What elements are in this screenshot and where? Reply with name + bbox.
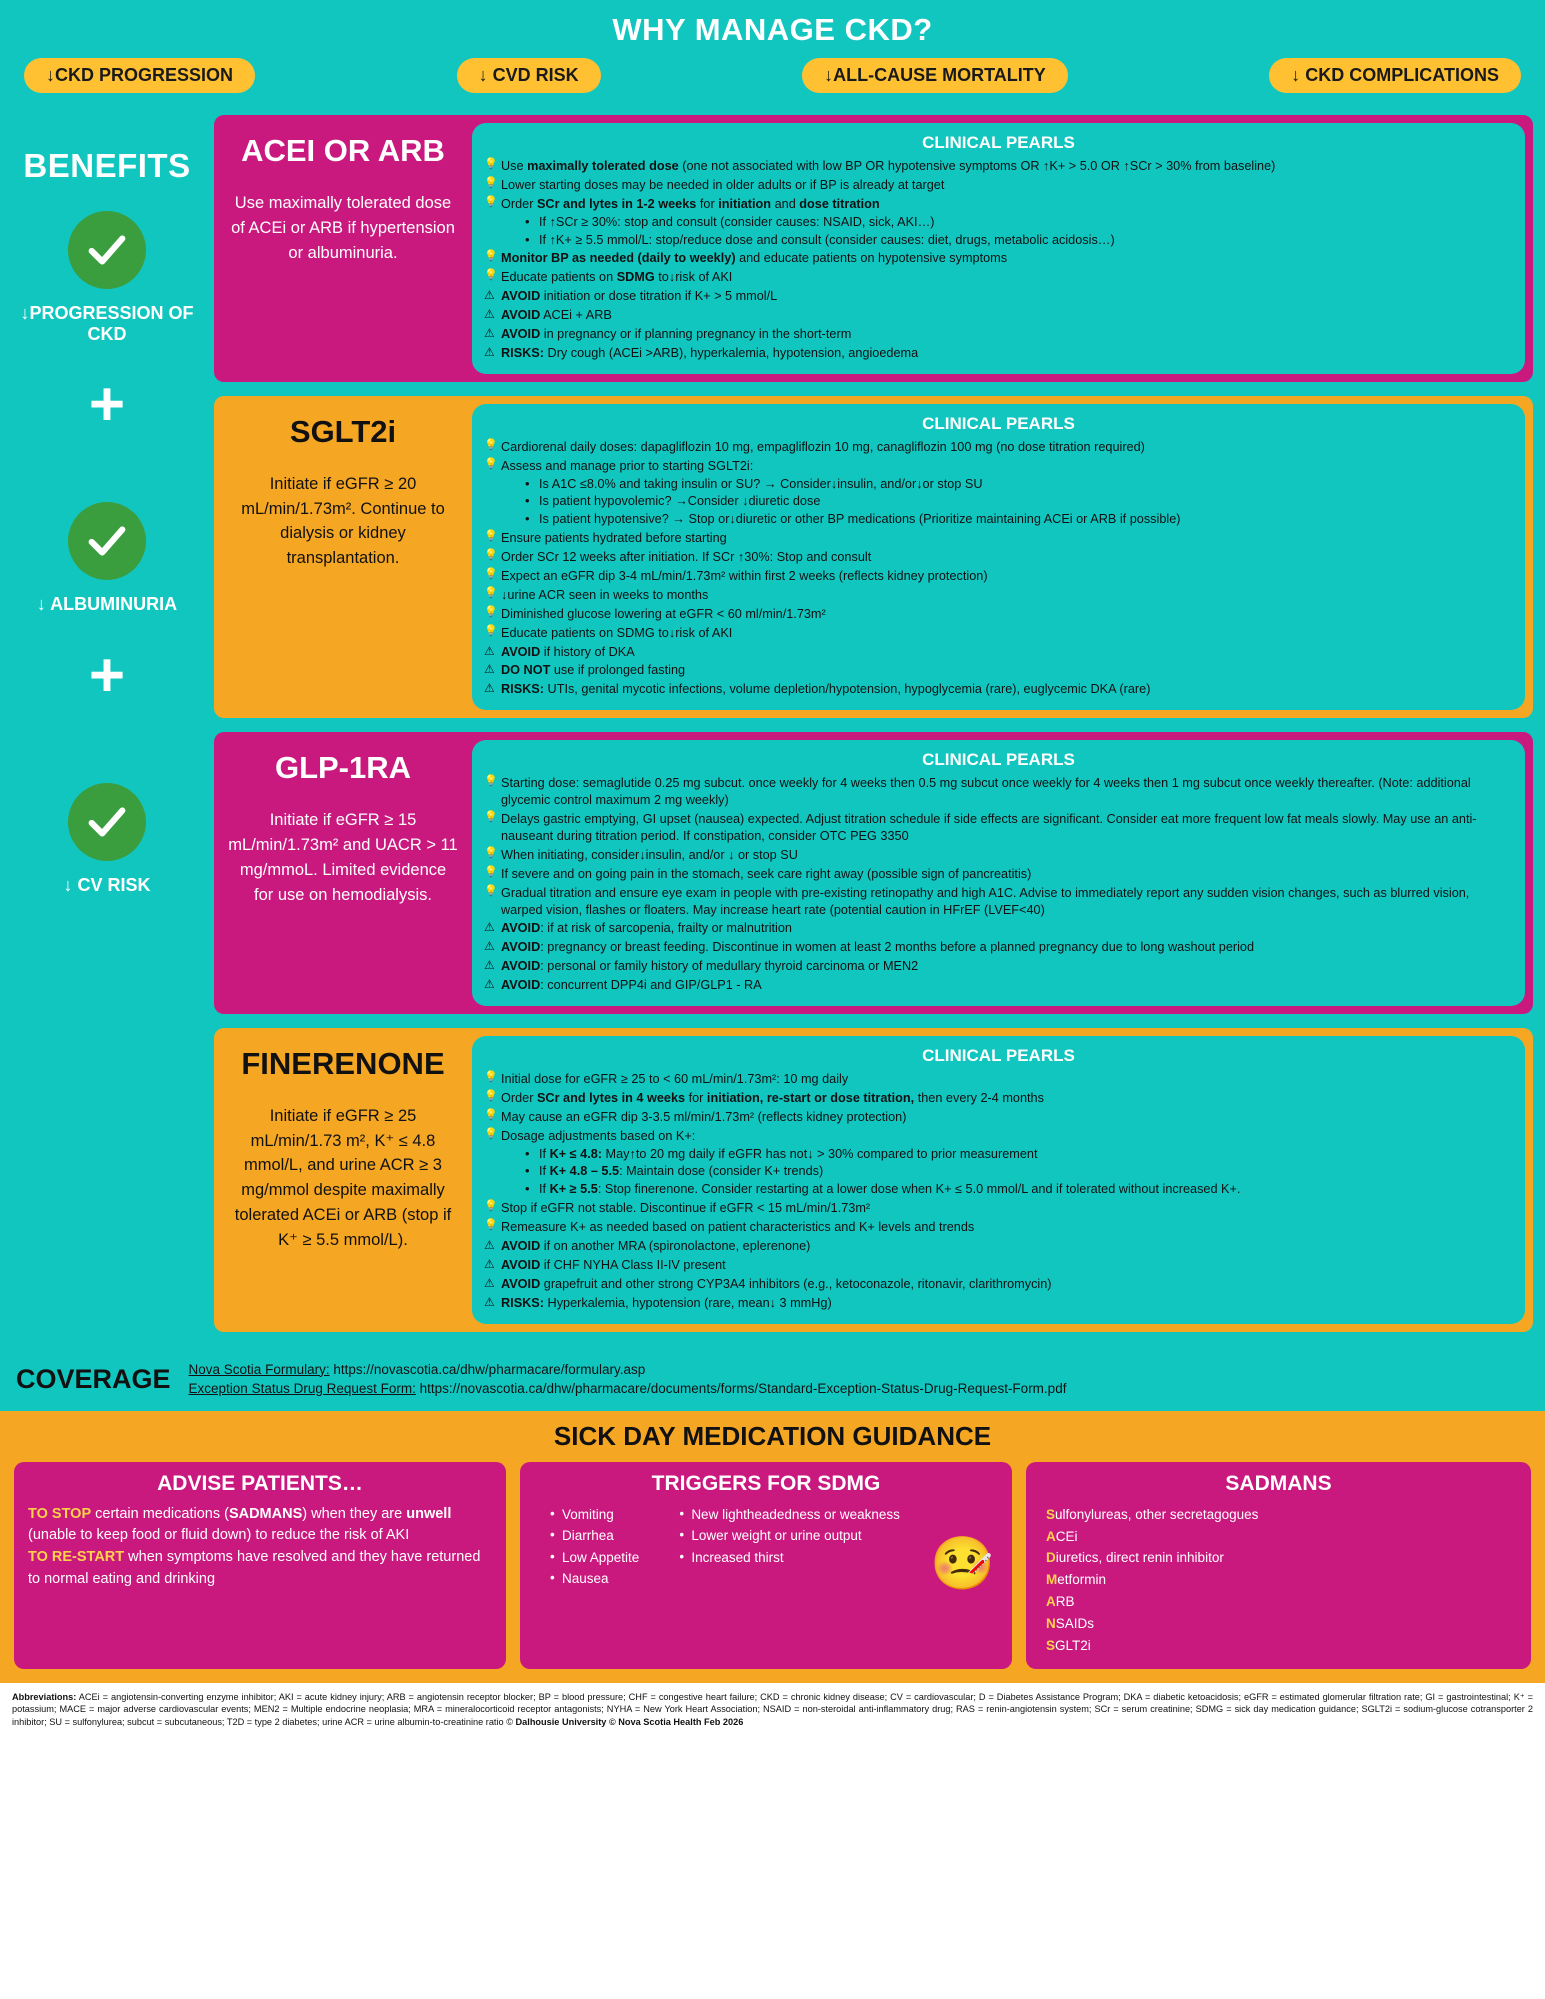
pearl-text: Order SCr and lytes in 1-2 weeks for initiation and dose titration	[501, 196, 880, 211]
page-title: WHY MANAGE CKD?	[612, 12, 933, 47]
pearl-item	[484, 549, 1513, 566]
benefit-label-progression: ↓PROGRESSION OF CKD	[20, 303, 194, 344]
pearl-item	[484, 775, 1513, 809]
sadmans-item	[1046, 1569, 1517, 1591]
pill-ckd-progression: ↓CKD PROGRESSION	[24, 58, 255, 93]
pearl-text: Lower starting doses may be needed in older adults or if BP is already at target	[501, 177, 945, 192]
advise-heading: ADVISE PATIENTS…	[157, 1471, 363, 1495]
advise-body	[28, 1504, 492, 1591]
pearl-text: AVOID: if at risk of sarcopenia, frailty or malnutrition	[501, 921, 792, 936]
pill-all-cause-mortality: ↓ALL-CAUSE MORTALITY	[802, 58, 1068, 93]
drug-description: Initiate if eGFR ≥ 20 mL/min/1.73m². Continue to dialysis or kidney transplantation.	[241, 474, 445, 568]
drug-name: FINERENONE	[241, 1045, 445, 1081]
sadmans-text: iuretics, direct renin inhibitor	[1055, 1550, 1224, 1566]
pearl-item	[484, 1295, 1513, 1312]
pearl-text: May cause an eGFR dip 3-3.5 ml/min/1.73m² (reflects kidney protection)	[501, 1109, 907, 1124]
triggers-heading: TRIGGERS FOR SDMG	[651, 1471, 881, 1495]
sadmans-item	[1046, 1526, 1517, 1548]
pearl-text: Order SCr and lytes in 4 weeks for initiation, re-start or dose titration, then every 2-4 months	[501, 1090, 1044, 1105]
pearl-item	[484, 1109, 1513, 1126]
sick-day-title: SICK DAY MEDICATION GUIDANCE	[553, 1420, 992, 1451]
sadmans-item	[1046, 1591, 1517, 1613]
benefits-title: BENEFITS	[23, 147, 191, 184]
exception-form-label: Exception Status Drug Request Form:	[188, 1381, 416, 1397]
pearl-text: RISKS: Hyperkalemia, hypotension (rare, mean↓ 3 mmHg)	[501, 1295, 832, 1310]
triggers-columns	[534, 1504, 998, 1594]
pearl-item	[484, 939, 1513, 956]
formulary-label: Nova Scotia Formulary:	[188, 1361, 330, 1377]
sadmans-item	[1046, 1635, 1517, 1657]
pearl-text: If severe and on going pain in the stomach, seek care right away (possible sign of pancreatitis)	[501, 866, 1032, 881]
pearl-item	[484, 625, 1513, 642]
check-icon	[68, 211, 146, 289]
triggers-card	[520, 1462, 1012, 1669]
pearl-item	[484, 307, 1513, 324]
pearl-text: AVOID initiation or dose titration if K+ > 5 mmol/L	[501, 289, 778, 304]
triggers-column-2	[663, 1504, 900, 1590]
pearl-item	[484, 530, 1513, 547]
advise-stop-text: certain medications (SADMANS) when they are unwell (unable to keep food or fluid down) to reduce the risk of AKI	[28, 1505, 452, 1544]
drug-card-sglt2i	[214, 396, 1533, 718]
pill-ckd-complications: ↓ CKD COMPLICATIONS	[1269, 58, 1521, 93]
coverage-section	[0, 1350, 1545, 1411]
pearl-sub-list	[501, 476, 1513, 529]
pearl-sub-item: • Is A1C ≤8.0% and taking insulin or SU? → Consider↓insulin, and/or↓or stop SU	[525, 476, 1513, 493]
pearl-text: Delays gastric emptying, GI upset (nausea) expected. Adjust titration schedule if side effects are significant. Consider eat more frequent low fat meals slowly. May use an anti-nauseant during titration period. If constipation, consider OTC PEG 3350	[501, 812, 1477, 843]
pearl-text: When initiating, consider↓insulin, and/or ↓ or stop SU	[501, 847, 798, 862]
pearl-text: Educate patients on SDMG to↓risk of AKI	[501, 270, 733, 285]
pearl-item	[484, 458, 1513, 529]
benefit-item-albuminuria	[37, 502, 177, 615]
advise-patients-card	[14, 1462, 506, 1669]
drug-name: SGLT2i	[289, 413, 397, 449]
pearl-text: Initial dose for eGFR ≥ 25 to < 60 mL/min/1.73m²: 10 mg daily	[501, 1071, 849, 1086]
pearl-text: AVOID: concurrent DPP4i and GIP/GLP1 - RA	[501, 978, 762, 993]
pearl-sub-list	[501, 214, 1513, 249]
drug-summary	[214, 1028, 472, 1332]
pearl-text: AVOID: pregnancy or breast feeding. Discontinue in women at least 2 months before a planned pregnancy due to long washout period	[501, 940, 1255, 955]
trigger-item: • Diarrhea	[550, 1525, 639, 1547]
drug-name: ACEI OR ARB	[241, 133, 445, 168]
pearl-item	[484, 1238, 1513, 1255]
coverage-links	[189, 1360, 1067, 1399]
sadmans-text: etformin	[1057, 1572, 1107, 1588]
pearl-item	[484, 847, 1513, 864]
exception-form-url[interactable]: https://novascotia.ca/dhw/pharmacare/documents/forms/Standard-Exception-Status-Drug-Request-Form.pdf	[419, 1381, 1067, 1397]
benefit-item-cv-risk	[63, 783, 150, 896]
sadmans-card	[1026, 1462, 1531, 1669]
pearl-text: RISKS: Dry cough (ACEi >ARB), hyperkalemia, hypotension, angioedema	[501, 345, 919, 360]
pearl-text: Order SCr 12 weeks after initiation. If SCr ↑30%: Stop and consult	[501, 550, 872, 565]
pearl-sub-item: • Is patient hypotensive? → Stop or↓diuretic or other BP medications (Prioritize maintaining ACEi or ARB if possible)	[525, 511, 1513, 528]
abbreviations-body: ACEi = angiotensin-converting enzyme inhibitor; AKI = acute kidney injury; ARB = angiotensin receptor blocker; BP = blood pressure; CHF = congestive heart failure; CKD = chronic kidney disease; CV = cardiovascular; D = Diabetes Assistance Program; DKA = diabetic ketoacidosis; eGFR = estimated glomerular filtration rate; GI = gastrointestinal; K⁺ = potassium; MACE = major adverse cardiovascular events; MEN2 = Multiple endocrine neoplasia; MRA = mineralocorticoid receptor antagonists; NYHA = New York Heart Association; NSAID = non-steroidal anti-inflammatory drug; RAS = renin-angiotensin system; SCr = serum creatinine; SDMG = sick day medication guidance; SGLT2i = sodium-glucose cotransporter 2 inhibitor; SU = sulfonylurea; subcut = subcutaneous; T2D = type 2 diabetes; urine ACR = urine albumin-to-creatinine ratio ©	[12, 1691, 1533, 1727]
drug-card-acei-or-arb	[214, 115, 1533, 382]
pearl-text: Remeasure K+ as needed based on patient characteristics and K+ levels and trends	[501, 1220, 975, 1235]
sadmans-item	[1046, 1613, 1517, 1635]
sadmans-letter: A	[1046, 1528, 1056, 1544]
drug-description: Use maximally tolerated dose of ACEi or ARB if hypertension or albuminuria.	[231, 194, 455, 262]
sick-day-section	[0, 1411, 1545, 1683]
pearl-text: AVOID: personal or family history of medullary thyroid carcinoma or MEN2	[501, 959, 919, 974]
pearl-item	[484, 269, 1513, 286]
pearl-text: AVOID if history of DKA	[501, 644, 635, 659]
trigger-item: • Low Appetite	[550, 1547, 639, 1569]
clinical-pearls-panel	[472, 404, 1525, 710]
pearl-sub-list	[501, 1146, 1513, 1199]
pearl-item	[484, 158, 1513, 175]
footer	[0, 1683, 1545, 1738]
sadmans-text: CEi	[1055, 1528, 1078, 1544]
pearl-text: RISKS: UTIs, genital mycotic infections, volume depletion/hypotension, hypoglycemia (rare), euglycemic DKA (rare)	[501, 682, 1151, 697]
pearl-list	[484, 439, 1513, 698]
benefits-sidebar	[0, 107, 214, 1350]
header	[0, 0, 1545, 107]
trigger-item: • Increased thirst	[679, 1547, 900, 1569]
footer-credit: Dalhousie University © Nova Scotia Health Feb 2026	[515, 1716, 744, 1727]
clinical-pearls-title: CLINICAL PEARLS	[922, 750, 1075, 770]
pearl-item	[484, 1071, 1513, 1088]
sick-face-icon: 🤒	[929, 1535, 995, 1594]
advise-stop-label: TO STOP	[28, 1505, 92, 1522]
sadmans-letter: N	[1046, 1615, 1056, 1631]
sadmans-letter: A	[1046, 1594, 1056, 1610]
benefit-label-cv-risk: ↓ CV RISK	[63, 875, 151, 896]
coverage-title: COVERAGE	[16, 1363, 171, 1394]
sadmans-item	[1046, 1504, 1517, 1526]
pearl-text: Monitor BP as needed (daily to weekly) and educate patients on hypotensive symptoms	[501, 251, 1008, 266]
sadmans-letter: S	[1046, 1506, 1056, 1522]
sadmans-letter: D	[1046, 1550, 1056, 1566]
sadmans-heading: SADMANS	[1225, 1471, 1332, 1495]
pill-cvd-risk: ↓ CVD RISK	[457, 58, 601, 93]
advise-restart-text: when symptoms have resolved and they have returned to normal eating and drinking	[28, 1549, 481, 1587]
clinical-pearls-title: CLINICAL PEARLS	[922, 1045, 1075, 1065]
trigger-item: • New lightheadedness or weakness	[679, 1504, 900, 1526]
pearl-text: ↓urine ACR seen in weeks to months	[501, 587, 709, 602]
check-icon	[68, 783, 146, 861]
clinical-pearls-panel	[472, 740, 1525, 1006]
pearl-text: Stop if eGFR not stable. Discontinue if eGFR < 15 mL/min/1.73m²	[501, 1201, 871, 1216]
clinical-pearls-title: CLINICAL PEARLS	[922, 133, 1075, 152]
drug-name: GLP-1RA	[274, 750, 412, 786]
pearl-item	[484, 644, 1513, 661]
pearl-item	[484, 606, 1513, 623]
sadmans-list	[1040, 1504, 1517, 1657]
pearl-text: AVOID in pregnancy or if planning pregnancy in the short-term	[501, 327, 852, 342]
pearl-text: Educate patients on SDMG to↓risk of AKI	[501, 625, 733, 640]
plus-icon-1: +	[88, 370, 126, 440]
benefit-label-albuminuria: ↓ ALBUMINURIA	[36, 594, 178, 615]
pearl-text: Expect an eGFR dip 3-4 mL/min/1.73m² within first 2 weeks (reflects kidney protection)	[501, 569, 988, 584]
pearl-text: DO NOT use if prolonged fasting	[501, 663, 686, 678]
triggers-column-1	[534, 1504, 639, 1590]
pearl-sub-item: • If K+ ≤ 4.8: May↑to 20 mg daily if eGFR has not↓ > 30% compared to prior measurement	[525, 1146, 1513, 1163]
pearl-text: AVOID grapefruit and other strong CYP3A4 inhibitors (e.g., ketoconazole, ritonavir, clarithromycin)	[501, 1276, 1052, 1291]
pearl-item	[484, 196, 1513, 249]
drug-card-finerenone	[214, 1028, 1533, 1332]
drug-summary	[214, 396, 472, 718]
pearl-item	[484, 250, 1513, 267]
pearl-sub-item: • If ↑K+ ≥ 5.5 mmol/L: stop/reduce dose and consult (consider causes: diet, drugs, metabolic acidosis…)	[525, 232, 1513, 249]
pearl-item	[484, 885, 1513, 919]
pearl-list	[484, 1071, 1513, 1312]
pearl-text: Dosage adjustments based on K+:	[501, 1128, 696, 1143]
pearl-item	[484, 288, 1513, 305]
drug-summary	[214, 732, 472, 1014]
pearl-item	[484, 1128, 1513, 1199]
clinical-pearls-panel	[472, 123, 1525, 374]
pearl-sub-item: • If ↑SCr ≥ 30%: stop and consult (consider causes: NSAID, sick, AKI…)	[525, 214, 1513, 231]
plus-icon-2: +	[88, 641, 126, 711]
drug-description: Initiate if eGFR ≥ 15 mL/min/1.73m² and UACR > 11 mg/mmoL. Limited evidence for use on hemodialysis.	[228, 811, 458, 904]
sadmans-text: ulfonylureas, other secretagogues	[1055, 1506, 1259, 1522]
pearl-list	[484, 158, 1513, 362]
pearl-item	[484, 1090, 1513, 1107]
pearl-item	[484, 439, 1513, 456]
sadmans-letter: M	[1046, 1572, 1058, 1588]
coverage-line-exception	[189, 1379, 1067, 1399]
pearl-item	[484, 1257, 1513, 1274]
pearl-item	[484, 920, 1513, 937]
advise-restart-label: TO RE-START	[28, 1549, 125, 1566]
pearl-item	[484, 958, 1513, 975]
check-icon	[68, 502, 146, 580]
sadmans-text: RB	[1055, 1594, 1075, 1610]
pearl-item	[484, 977, 1513, 994]
trigger-item: • Lower weight or urine output	[679, 1525, 900, 1547]
pearl-item	[484, 866, 1513, 883]
benefit-pill-row	[14, 58, 1531, 93]
pearl-text: Ensure patients hydrated before starting	[501, 531, 727, 546]
sadmans-item	[1046, 1547, 1517, 1569]
pearl-item	[484, 177, 1513, 194]
pearl-text: AVOID if CHF NYHA Class II-IV present	[501, 1257, 726, 1272]
pearl-item	[484, 587, 1513, 604]
pearl-item	[484, 568, 1513, 585]
pearl-item	[484, 1276, 1513, 1293]
pearl-item	[484, 681, 1513, 698]
benefit-item-progression	[0, 211, 214, 344]
pearl-list	[484, 775, 1513, 994]
drug-card-list	[214, 107, 1545, 1350]
pearl-sub-item: • If K+ ≥ 5.5: Stop finerenone. Consider restarting at a lower dose when K+ ≤ 5.0 mmol/L and if tolerated without increased K+.	[525, 1181, 1513, 1198]
sadmans-text: SAIDs	[1055, 1615, 1095, 1631]
clinical-pearls-panel	[472, 1036, 1525, 1324]
clinical-pearls-title: CLINICAL PEARLS	[922, 413, 1075, 433]
abbreviations-label: Abbreviations:	[12, 1691, 77, 1702]
pearl-text: Starting dose: semaglutide 0.25 mg subcut. once weekly for 4 weeks then 0.5 mg subcut once weekly for 4 weeks then 1 mg subcut once weekly thereafter. (Note: additional glycemic control maximum 2 mg weekly)	[501, 776, 1471, 808]
main-body	[0, 107, 1545, 1350]
trigger-item: • Nausea	[550, 1568, 639, 1590]
sadmans-letter: S	[1046, 1637, 1056, 1653]
trigger-item: • Vomiting	[550, 1504, 639, 1526]
pearl-text: AVOID ACEi + ARB	[501, 308, 612, 323]
pearl-text: Gradual titration and ensure eye exam in people with pre-existing retinopathy and high A1C. Advise to immediately report any sudden vision changes, such as blurred vision, warped vision, flashes or floaters. May increase heart rate (potential caution in HFrEF (LVEF<40)	[501, 885, 1470, 917]
pearl-item	[484, 1219, 1513, 1236]
pearl-text: AVOID if on another MRA (spironolactone, eplerenone)	[501, 1238, 811, 1253]
pearl-text: Diminished glucose lowering at eGFR < 60 ml/min/1.73m²	[501, 606, 826, 621]
pearl-sub-item: • Is patient hypovolemic? →Consider ↓diuretic dose	[525, 493, 1513, 510]
formulary-url[interactable]: https://novascotia.ca/dhw/pharmacare/formulary.asp	[333, 1361, 646, 1377]
pearl-text: Use maximally tolerated dose (one not associated with low BP OR hypotensive symptoms OR ↑K+ > 5.0 OR ↑SCr > 30% from baseline)	[501, 159, 1276, 173]
pearl-item	[484, 662, 1513, 679]
drug-summary	[214, 115, 472, 382]
drug-card-glp-1ra	[214, 732, 1533, 1014]
sadmans-text: GLT2i	[1055, 1637, 1091, 1653]
pearl-sub-item: • If K+ 4.8 – 5.5: Maintain dose (consider K+ trends)	[525, 1163, 1513, 1180]
abbreviations-text	[12, 1691, 1533, 1728]
pearl-item	[484, 326, 1513, 343]
coverage-line-formulary	[189, 1360, 1067, 1380]
pearl-text: Cardiorenal daily doses: dapagliflozin 10 mg, empagliflozin 10 mg, canagliflozin 100 mg (no dose titration required)	[501, 439, 1145, 454]
pearl-item	[484, 345, 1513, 362]
sick-day-cards	[14, 1462, 1531, 1669]
pearl-text: Assess and manage prior to starting SGLT2i:	[501, 458, 754, 473]
pearl-item	[484, 811, 1513, 845]
pearl-item	[484, 1200, 1513, 1217]
drug-description: Initiate if eGFR ≥ 25 mL/min/1.73 m², K⁺ ≤ 4.8 mmol/L, and urine ACR ≥ 3 mg/mmol despite maximally tolerated ACEi or ARB (stop if K⁺ ≥ 5.5 mmol/L).	[234, 1106, 452, 1249]
